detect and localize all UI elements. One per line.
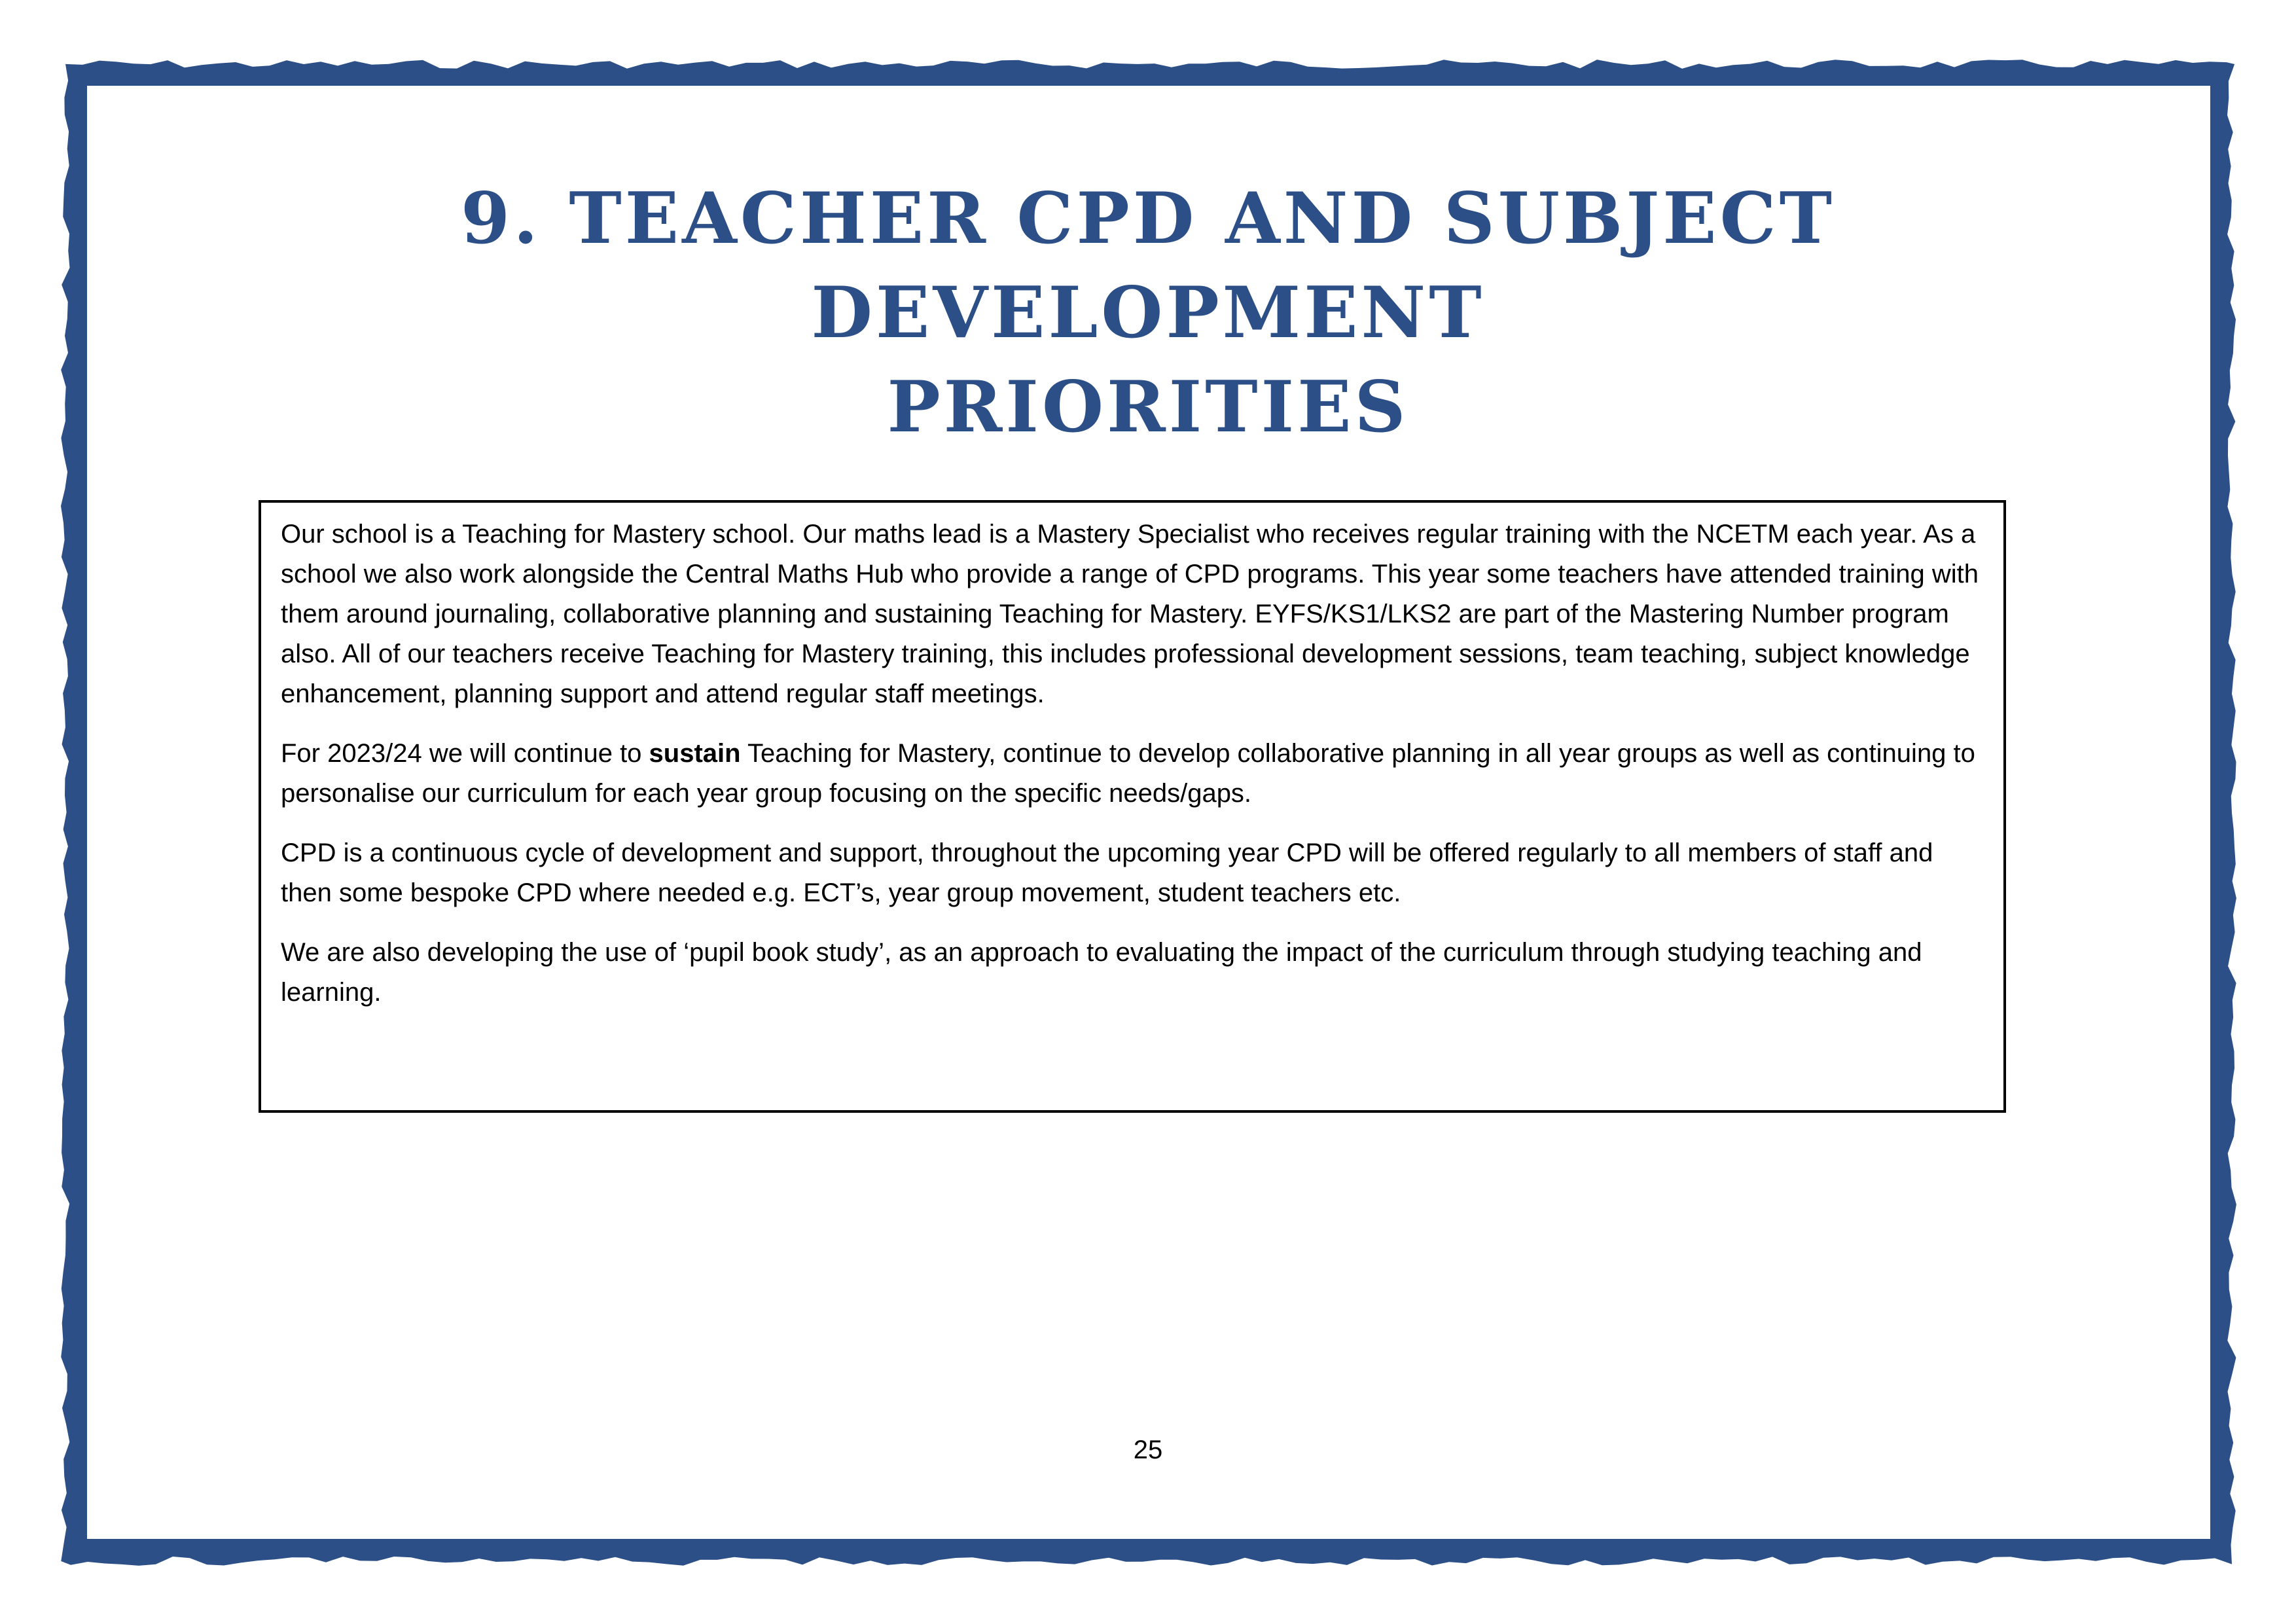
paragraph-2-bold: sustain	[649, 739, 741, 768]
paragraph-2	[281, 734, 1984, 814]
paragraph-1: Our school is a Teaching for Mastery school. Our maths lead is a Mastery Specialist who receives regular training with the NCETM each year. As a school we also work alongside the Central Maths Hub who provide a range of CPD programs. This year some teachers have attended training with them around journaling, collaborative planning and sustaining Teaching for Mastery. EYFS/KS1/LKS2 are part of the Mastering Number program also. All of our teachers receive Teaching for Mastery training, this includes professional development sessions, team teaching, subject knowledge enhancement, planning support and attend regular staff meetings.	[281, 520, 1979, 708]
paragraph-4: We are also developing the use of ‘pupil book study’, as an approach to evaluating the impact of the curriculum through studying teaching and learning.	[281, 938, 1922, 1007]
page-number: 25	[1133, 1435, 1163, 1464]
title-line-1: 9. TEACHER CPD AND SUBJECT DEVELOPMENT	[461, 177, 1835, 354]
paragraph-3: CPD is a continuous cycle of development and support, throughout the upcoming year CPD will be offered regularly to all members of staff and then some bespoke CPD where needed e.g. ECT’s, year group movement, student teachers etc.	[281, 839, 1933, 907]
paragraph-2-before: For 2023/24 we will continue to	[281, 739, 649, 768]
paragraph-2-after: Teaching for Mastery, continue to develop collaborative planning in all year groups as well as continuing to personalise our curriculum for each year group focusing on the specific needs/gaps.	[281, 739, 1975, 808]
page-title	[275, 171, 2021, 454]
title-line-2: PRIORITIES	[887, 366, 1409, 448]
content-box	[259, 500, 2006, 1113]
